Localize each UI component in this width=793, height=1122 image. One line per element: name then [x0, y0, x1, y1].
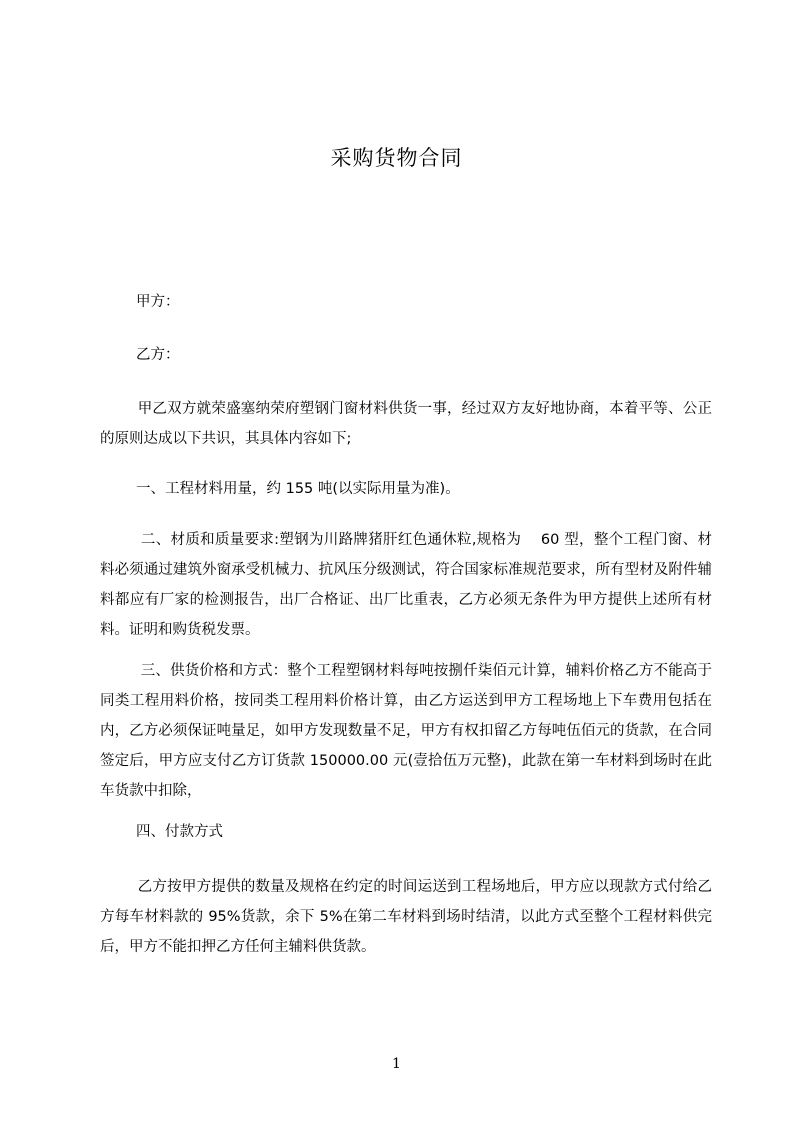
page-number: 1 [392, 1056, 401, 1072]
clause-3: 三、供货价格和方式：整个工程塑钢材料每吨按捌仟柒佰元计算，辅料价格乙方不能高于同类工程用料价格，按同类工程用料价格计算，由乙方运送到甲方工程场地上下车费用包括在内，乙方必须保证吨量足，如甲方发现数量不足，甲方有权扣留乙方每吨伍佰元的货款，在合同签定后，甲方应支付乙方订货款 150000.00 元(壹拾伍万元整)，此款在第一车材料到场时在此车货款中扣除， [100, 663, 713, 799]
clause-4-body: 乙方按甲方提供的数量及规格在约定的时间运送到工程场地后，甲方应以现款方式付给乙方每车材料款的 95%货款，余下 5%在第二车材料到场时结清，以此方式至整个工程材料供完后，甲方不能扣押乙方任何主辅料供货款。 [100, 879, 713, 955]
party-b-label: 乙方： [136, 347, 180, 363]
clause-1: 一、工程材料用量，约 155 吨(以实际用量为准)。 [136, 481, 460, 497]
clause-4-heading: 四、付款方式 [136, 824, 223, 840]
intro-paragraph: 甲乙双方就荣盛塞纳荣府塑钢门窗材料供货一事，经过双方友好地协商，本着平等、公正的原则达成以下共识，其具体内容如下; [100, 401, 713, 447]
clause-2: 二、材质和质量要求:塑钢为川路牌猪肝红色通休粒,规格为 60 型，整个工程门窗、材料必须通过建筑外窗承受机械力、抗风压分级测试，符合国家标准规范要求，所有型材及附件辅料都应有厂家的检测报告，出厂合格证、出厂比重表，乙方必须无条件为甲方提供上述所有材料。证明和购货税发票。 [100, 532, 712, 638]
party-a-label: 甲方： [136, 294, 180, 310]
document-title: 采购货物合同 [330, 146, 463, 170]
